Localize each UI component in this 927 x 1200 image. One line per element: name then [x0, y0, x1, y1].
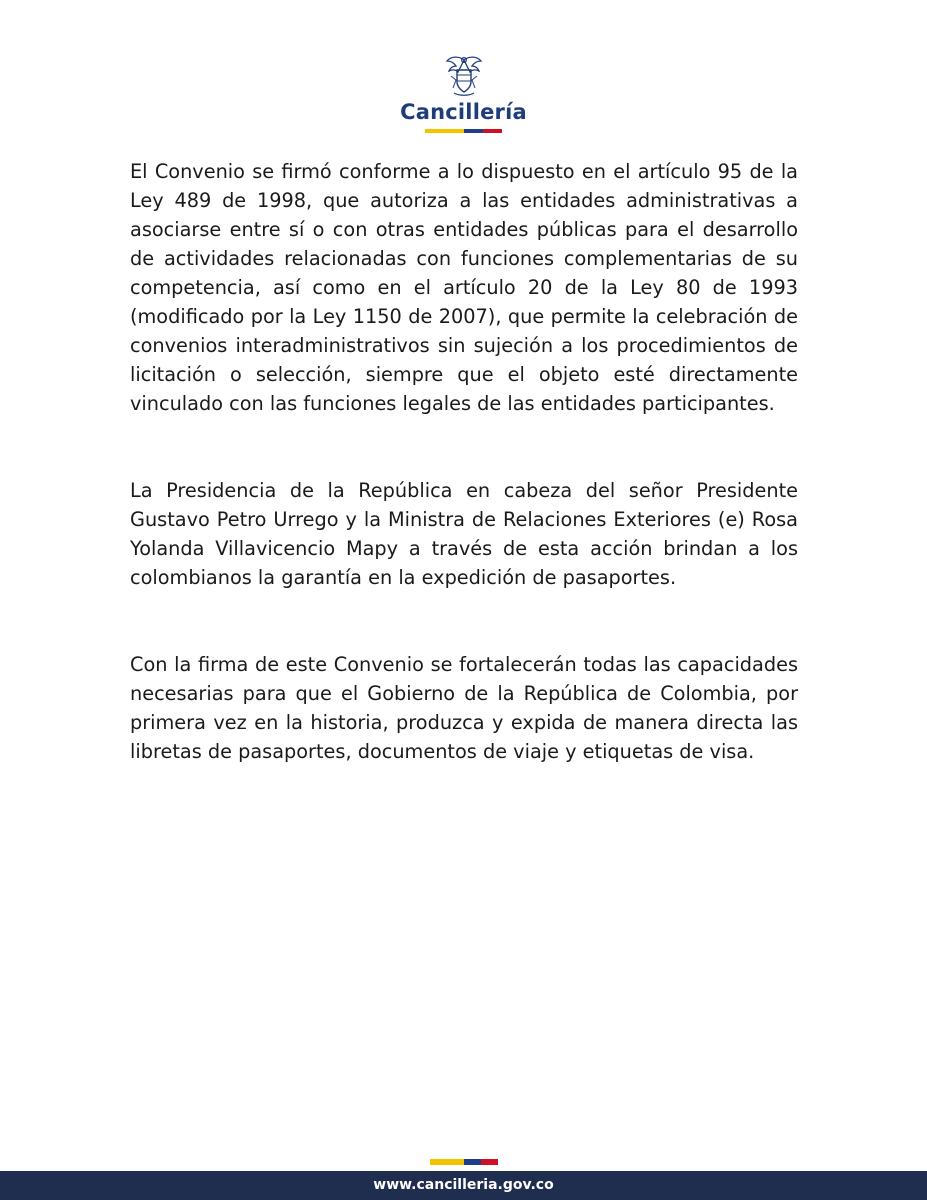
page-footer — [0, 1171, 927, 1200]
flag-blue — [464, 129, 483, 133]
flag-yellow — [430, 1159, 464, 1165]
document-body — [130, 157, 798, 766]
footer-flag-stripe — [430, 1159, 498, 1165]
brand-name: Cancillería — [400, 100, 527, 124]
flag-red — [483, 129, 502, 133]
flag-yellow — [425, 129, 464, 133]
paragraph-firma-convenio: Con la firma de este Convenio se fortalecerán todas las capacidades necesarias para que el Gobierno de la República de Colombia, por primera vez en la historia, produzca y expida de manera directa las libretas de pasaportes, documentos de viaje y etiquetas de visa. — [130, 653, 798, 763]
paragraph-presidencia: La Presidencia de la República en cabeza del señor Presidente Gustavo Petro Urrego y la Ministra de Relaciones Exteriores (e) Rosa Yolanda Villavicencio Mapy a través de esta acción brindan a los colombianos la garantía en la expedición de pasaportes. — [130, 479, 798, 589]
brand-flag-stripe — [425, 129, 502, 133]
paragraph-convenio-legal-basis: El Convenio se firmó conforme a lo dispuesto en el artículo 95 de la Ley 489 de 1998, que autoriza a las entidades administrativas a asociarse entre sí o con otras entidades públicas para el desarrollo de actividades relacionadas con funciones complementarias de su competencia, así como en el artículo 20 de la Ley 80 de 1993 (modificado por la Ley 1150 de 2007), que permite la celebración de convenios interadministrativos sin sujeción a los procedimientos de licitación o selección, siempre que el objeto esté directamente vinculado con las funciones legales de las entidades participantes. — [130, 160, 798, 415]
flag-red — [481, 1159, 498, 1165]
page-header — [0, 50, 927, 140]
coat-of-arms-icon — [445, 54, 483, 98]
footer-website-url: www.cancilleria.gov.co — [373, 1177, 554, 1193]
flag-blue — [464, 1159, 481, 1165]
